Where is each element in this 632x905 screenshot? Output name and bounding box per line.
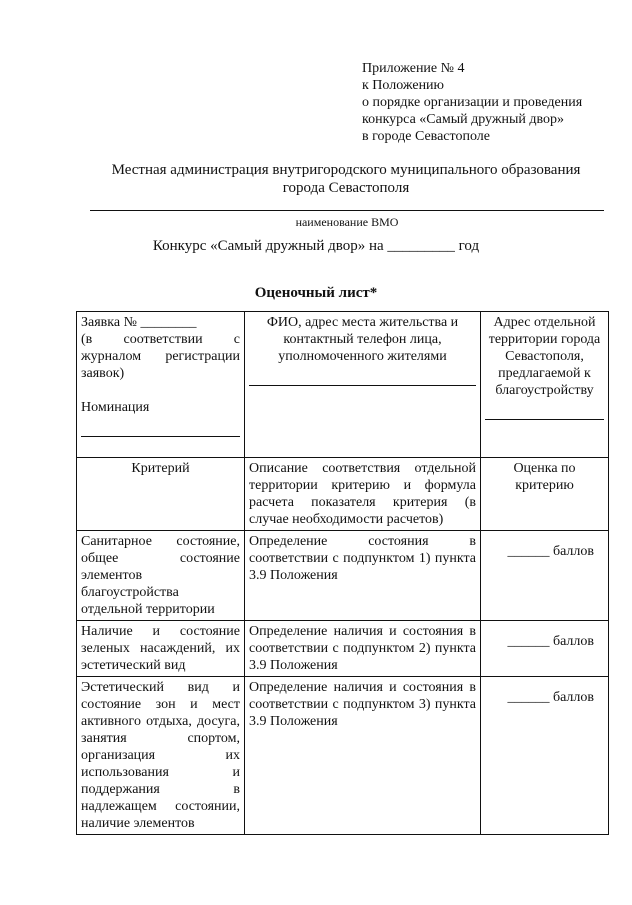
applicant-cell: [245, 312, 481, 458]
criterion-cell: Наличие и состояние зеленых насаждений, их эстетический вид: [77, 621, 245, 677]
address-header: Адрес отдельной территории города Севастополя, предлагаемой к благоустройству: [488, 315, 601, 398]
organization-line-2: города Севастополя: [282, 180, 410, 196]
address-blank-line: [485, 419, 604, 420]
description-cell: Определение наличия и состояния в соответствии с подпунктом 2) пункта 3.9 Положения: [245, 621, 481, 677]
appendix-line: конкурса «Самый дружный двор»: [362, 112, 565, 127]
organization-rule: [90, 210, 604, 211]
contest-line: Конкурс «Самый дружный двор» на _________ год: [152, 238, 480, 254]
appendix-line: к Положению: [362, 78, 445, 93]
application-note: (в соответствии с журналом регистрации заявок): [81, 332, 240, 381]
nomination-blank-line: [81, 436, 240, 437]
criterion-header: Критерий: [77, 458, 245, 531]
description-cell: Определение наличия и состояния в соответствии с подпунктом 3) пункта 3.9 Положения: [245, 677, 481, 835]
evaluation-table: [76, 311, 609, 835]
table-row: [77, 621, 609, 677]
appendix-line: Приложение № 4: [362, 61, 465, 76]
score-cell: ______ баллов: [481, 677, 609, 835]
table-header-row: [77, 312, 609, 458]
appendix-line: о порядке организации и проведения: [362, 95, 583, 110]
criterion-cell: Санитарное состояние, общее состояние элементов благоустройства отдельной территории: [77, 531, 245, 621]
table-row: [77, 677, 609, 835]
application-cell: [77, 312, 245, 458]
appendix-header: [362, 60, 624, 145]
score-header: Оценка по критерию: [481, 458, 609, 531]
organization-name: [60, 161, 632, 197]
score-cell: ______ баллов: [481, 531, 609, 621]
nomination-label: Номинация: [81, 400, 150, 415]
table-subheader-row: [77, 458, 609, 531]
table-row: [77, 531, 609, 621]
applicant-blank-line: [249, 385, 476, 386]
organization-caption: наименование ВМО: [295, 215, 399, 229]
description-header: Описание соответствия отдельной территории критерию и формула расчета показателя критерия (в случае необходимости расчетов): [245, 458, 481, 531]
appendix-line: в городе Севастополе: [362, 129, 490, 144]
applicant-header: ФИО, адрес места жительства и контактный телефон лица, уполномоченного жителями: [266, 315, 459, 364]
application-number: Заявка № ________: [81, 315, 197, 330]
criterion-cell: Эстетический вид и состояние зон и мест активного отдыха, досуга, занятия спортом, организация их использования и поддержания в надлежащем состоянии, наличие элементов: [77, 677, 245, 835]
score-cell: ______ баллов: [481, 621, 609, 677]
address-cell: [481, 312, 609, 458]
sheet-title: Оценочный лист*: [254, 285, 378, 301]
organization-line-1: Местная администрация внутригородского муниципального образования: [111, 162, 581, 178]
description-cell: Определение состояния в соответствии с подпунктом 1) пункта 3.9 Положения: [245, 531, 481, 621]
